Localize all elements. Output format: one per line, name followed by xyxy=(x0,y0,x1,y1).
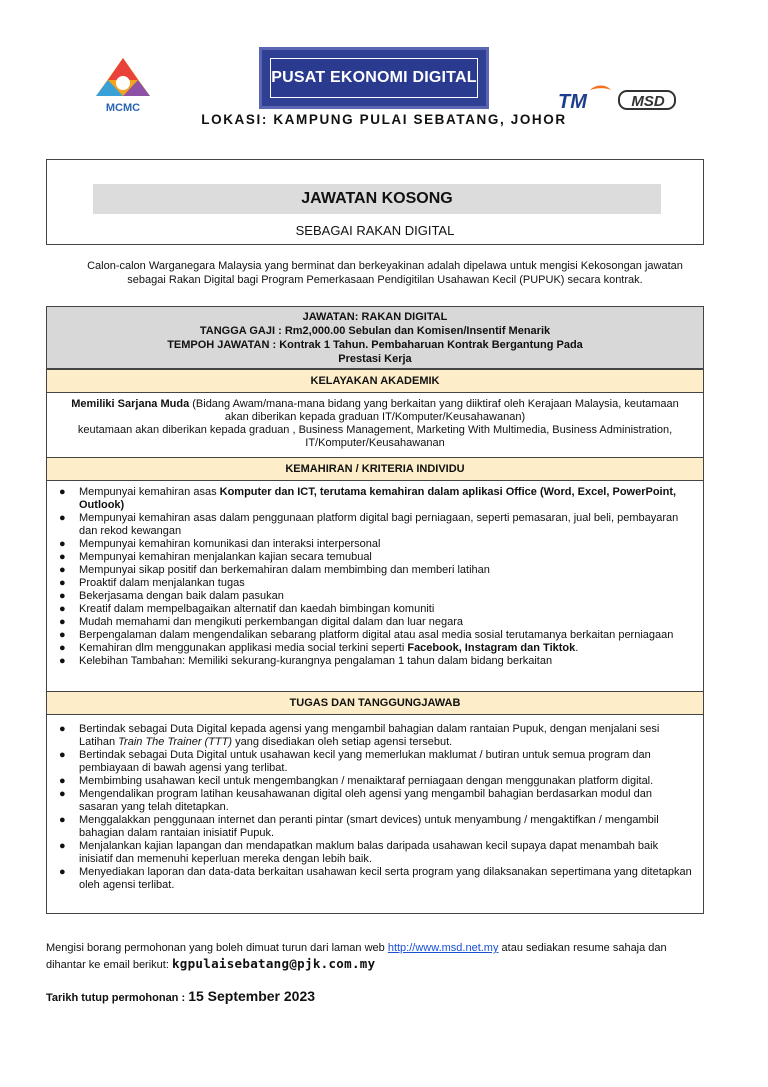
job-summary xyxy=(47,307,703,369)
title-box xyxy=(46,159,704,245)
banner xyxy=(259,47,489,109)
location-line: LOKASI: KAMPUNG PULAI SEBATANG, JOHOR xyxy=(201,112,567,127)
tugas-body xyxy=(47,715,703,913)
kelayakan-line-rest: (Bidang Awam/mana-mana bidang yang berkaitan yang diiktiraf oleh Kerajaan Malaysia, keutamaan xyxy=(189,398,679,410)
mcmc-logo xyxy=(88,56,158,114)
contract-period: TEMPOH JAWATAN : Kontrak 1 Tahun. Pembaharuan Kontrak Bergantung Pada xyxy=(167,339,583,351)
tugas-list xyxy=(55,723,693,892)
kemahiran-body xyxy=(47,481,703,690)
list-item: ● Mudah memahami dan mengikuti perkembangan digital dalam dan luar negara xyxy=(59,616,464,628)
list-item: ● Mempunyai kemahiran asas Komputer dan ICT, terutama kemahiran dalam aplikasi Office (Word, Excel, PowerPoint, Outlook) xyxy=(59,486,677,511)
tm-logo-text: TM xyxy=(558,91,587,112)
kelayakan-line: keutamaan akan diberikan kepada graduan , Business Management, Marketing With Multimedia, Business Administration, xyxy=(77,424,673,436)
kelayakan-line: IT/Komputer/Keusahawanan xyxy=(305,437,445,449)
page-subtitle: SEBAGAI RAKAN DIGITAL xyxy=(295,223,455,238)
list-item: ● Mempunyai kemahiran asas dalam penggunaan platform digital bagi perniagaan, seperti pemasaran, jual beli, pembayaran dan rekod kewangan xyxy=(59,512,679,537)
list-item: ● Mempunyai sikap positif dan berkemahiran dalam membimbing dan memberi latihan xyxy=(59,564,490,576)
closing-date: 15 September 2023 xyxy=(188,988,316,1004)
section-heading-kelayakan: KELAYAKAN AKADEMIK xyxy=(47,369,703,393)
list-item: ● Menjalankan kajian lapangan dan mendapatkan maklum balas daripada usahawan kecil supaya dapat menambah baik inisiatif dan memenuhi keperluan mereka dengan lebih baik. xyxy=(59,840,659,865)
kelayakan-bold: Memiliki Sarjana Muda xyxy=(71,398,190,410)
list-item: ● Membimbing usahawan kecil untuk mengembangkan / menaiktaraf perniagaan dengan menggunakan platform digital. xyxy=(59,775,654,787)
list-item: ● Proaktif dalam menjalankan tugas xyxy=(59,577,245,589)
closing-date-line xyxy=(46,988,315,1004)
closing-label: Tarikh tutup permohonan : xyxy=(46,992,189,1004)
list-item: ● Bertindak sebagai Duta Digital kepada agensi yang mengambil bahagian dalam rantaian Pupuk, dengan menjalani sesi Latihan Train The Trainer (TTT) yang disediakan oleh setiap agensi tersebut. xyxy=(59,723,660,748)
list-item: ● Menggalakkan penggunaan internet dan peranti pintar (smart devices) untuk menyambung / mengaktifkan / mengambil bahagian dalam rantaian inisiatif Pupuk. xyxy=(59,814,659,839)
kemahiran-list xyxy=(55,486,693,668)
list-item: ● Kemahiran dlm menggunakan applikasi media social terkini seperti Facebook, Instagram dan Tiktok. xyxy=(59,642,579,654)
page-title: JAWATAN KOSONG xyxy=(93,184,661,214)
kelayakan-line: akan diberikan kepada graduan IT/Komputer/Keusahawanan) xyxy=(224,411,526,423)
list-item: ● Menyediakan laporan dan data-data berkaitan usahawan kecil serta program yang dilaksanakan sepertimana yang ditetapkan oleh agensi terlibat. xyxy=(59,866,692,891)
contract-period-cont: Prestasi Kerja xyxy=(338,353,412,365)
list-item: ● Kelebihan Tambahan: Memiliki sekurang-kurangnya pengalaman 1 tahun dalam bidang berkaitan xyxy=(59,655,553,667)
list-item: ● Bekerjasama dengan baik dalam pasukan xyxy=(59,590,284,602)
job-details-table xyxy=(46,306,704,914)
salary-scale: TANGGA GAJI : Rm2,000.00 Sebulan dan Komisen/Insentif Menarik xyxy=(199,325,551,337)
job-title: JAWATAN: RAKAN DIGITAL xyxy=(302,311,448,323)
msd-logo xyxy=(618,88,678,112)
tm-logo xyxy=(556,84,612,112)
website-link[interactable]: http://www.msd.net.my xyxy=(387,942,499,954)
section-heading-tugas: TUGAS DAN TANGGUNGJAWAB xyxy=(47,691,703,715)
intro-paragraph xyxy=(60,259,710,287)
list-item: ● Mempunyai kemahiran menjalankan kajian secara temubual xyxy=(59,551,372,563)
mcmc-logo-text: MCMC xyxy=(105,102,141,114)
list-item: ● Kreatif dalam mempelbagaikan alternatif dan kaedah bimbingan komuniti xyxy=(59,603,435,615)
list-item: ● Mengendalikan program latihan keusahawanan digital oleh agensi yang mengambil bahagian berdasarkan modul dan sasaran yang telah ditetapkan. xyxy=(59,788,652,813)
list-item: ● Berpengalaman dalam mengendalikan sebarang platform digital atau asal media sosial terutamanya berkaitan perniagaan xyxy=(59,629,674,641)
kelayakan-line xyxy=(55,398,695,411)
banner-title: PUSAT EKONOMI DIGITAL xyxy=(271,69,477,86)
section-heading-kemahiran: KEMAHIRAN / KRITERIA INDIVIDU xyxy=(47,457,703,481)
list-item: ● Mempunyai kemahiran komunikasi dan interaksi interpersonal xyxy=(59,538,381,550)
email-address[interactable]: kgpulaisebatang@pjk.com.my xyxy=(171,956,376,971)
intro-line: Calon-calon Warganegara Malaysia yang berminat dan berkeyakinan adalah dipelawa untuk mengisi Kekosongan jawatan xyxy=(87,260,683,272)
intro-line: sebagai Rakan Digital bagi Program Pemerkasaan Pendigitilan Usahawan Kecil (PUPUK) secara kontrak. xyxy=(127,274,643,286)
kelayakan-body xyxy=(47,393,703,457)
list-item: ● Bertindak sebagai Duta Digital untuk usahawan kecil yang memerlukan maklumat / butiran untuk semua program dan pembiayaan di bawah agensi yang terlibat. xyxy=(59,749,651,774)
application-instructions: Mengisi borang permohonan yang boleh dimuat turun dari laman web http://www.msd.net.my atau sediakan resume sahaja dan dihantar ke email berikut: kgpulaisebatang@pjk.com.my xyxy=(46,942,667,971)
msd-logo-text: MSD xyxy=(631,93,665,110)
